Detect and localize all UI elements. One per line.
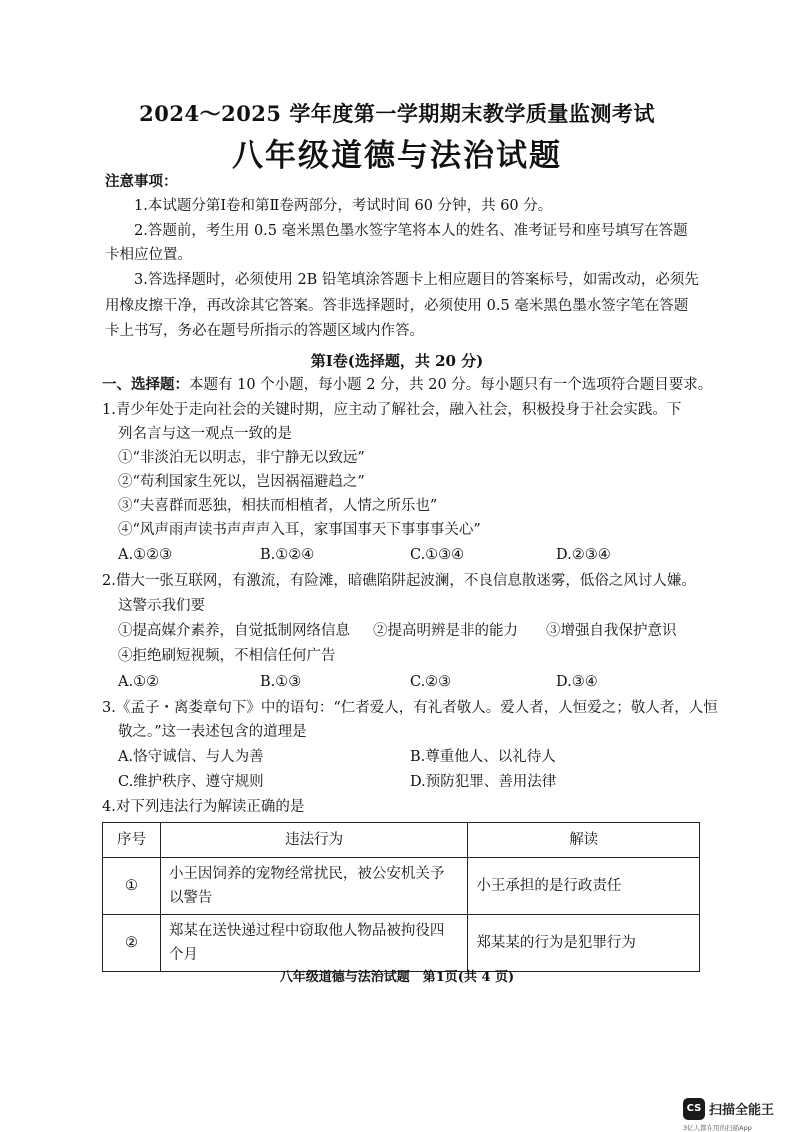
header-reading: 解读 [468,823,700,858]
q3-option-b: B.尊重他人、以礼待人 [410,749,556,765]
row-act-line2: 以警告 [168,890,213,906]
part-label: 一、选择题： [102,376,189,393]
q2-statement-1: ①提高媒介素养，自觉抵制网络信息 [118,623,350,639]
q1-statement-2: ②“苟利国家生死以，岂因祸福避趋之” [118,474,365,490]
row-number: ② [103,915,161,972]
q1-option-c: C.①③④ [410,547,465,563]
q3-option-a: A.恪守诚信、与人为善 [118,749,264,765]
q2-stem-line1: 2.借大一张互联网，有激流，有险滩，暗礁陷阱起波澜，不良信息散迷雾，低俗之风讨人嫌。 [102,573,696,589]
note-3-line1: 3.答选择题时，必须使用 2B 铅笔填涂答题卡上相应题目的答案标号，如需改动，必须先 [134,272,699,288]
section-title: 第Ⅰ卷(选择题，共 20 分) [310,352,484,370]
row-act-line1: 小王因饲养的宠物经常扰民，被公安机关予 [168,866,445,882]
watermark-name: 扫描全能王 [709,1103,775,1118]
camscanner-logo-icon: CS [683,1098,705,1120]
q1-statement-1: ①“非淡泊无以明志，非宁静无以致远” [118,450,365,466]
table-row [103,858,700,915]
part-text: 本题有 10 个小题，每小题 2 分，共 20 分。每小题只有一个选项符合题目要求。 [189,377,713,393]
notes-heading: 注意事项： [105,173,178,190]
row-reading: 小王承担的是行政责任 [468,858,700,915]
table-row [103,915,700,972]
note-2-line2: 卡相应位置。 [105,247,192,263]
q1-statement-3: ③“夫喜群而恶独，相扶而相植者，人情之所乐也” [118,498,438,514]
note-1: 1.本试题分第Ⅰ卷和第Ⅱ卷两部分，考试时间 60 分钟，共 60 分。 [134,198,553,214]
q4-stem: 4.对下列违法行为解读正确的是 [102,799,305,815]
q3-stem-line1: 3.《孟子・离娄章句下》中的语句：“仁者爱人，有礼者敬人。爱人者，人恒爱之；敬人者，人恒 [102,700,718,716]
q3-stem-line2: 敬之。”这一表述包含的道理是 [118,724,307,740]
header-act: 违法行为 [160,823,467,858]
row-act [160,915,467,972]
q2-statement-3: ③增强自我保护意识 [546,623,677,639]
q1-statement-4: ④“风声雨声读书声声声入耳，家事国事天下事事事关心” [118,522,481,538]
q3-option-d: D.预防犯罪、善用法律 [410,774,557,790]
note-3-line2: 用橡皮擦干净，再改涂其它答案。答非选择题时，必须使用 0.5 毫米黑色墨水签字笔在答题 [105,298,689,314]
q1-option-a: A.①②③ [118,547,173,563]
exam-title: 八年级道德与法治试题 [232,138,562,174]
page-footer: 八年级道德与法治试题 第1页(共 4 页) [279,970,515,985]
q2-stem-line2: 这警示我们要 [118,598,205,614]
q3-option-c: C.维护秩序、遵守规则 [118,774,264,790]
note-3-line3: 卡上书写，务必在题号所指示的答题区域内作答。 [105,323,424,339]
q1-option-b: B.①②④ [260,547,315,563]
row-number: ① [103,858,161,915]
watermark-tagline: 3亿人都在用的扫描App [683,1124,752,1132]
q4-table [102,822,700,972]
part-instructions [102,375,712,395]
row-act-line2: 个月 [168,947,198,963]
header-number: 序号 [103,823,161,858]
scanner-watermark [683,1098,793,1132]
table-header-row [103,823,700,858]
q2-statement-2: ②提高明辨是非的能力 [373,623,518,639]
row-act [160,858,467,915]
q1-stem-line2: 列名言与这一观点一致的是 [118,426,292,442]
row-act-line1: 郑某在送快递过程中窃取他人物品被拘役四 [168,923,445,939]
q1-option-d: D.②③④ [556,547,611,563]
exam-header: 2024～2025 学年度第一学期期末教学质量监测考试 [139,101,655,126]
q2-option-b: B.①③ [260,674,302,690]
q2-option-c: C.②③ [410,674,452,690]
q1-stem-line1: 1.青少年处于走向社会的关键时期，应主动了解社会，融入社会，积极投身于社会实践。下 [102,402,682,418]
q2-option-d: D.③④ [556,674,598,690]
row-reading: 郑某某的行为是犯罪行为 [468,915,700,972]
q2-statement-4: ④拒绝刷短视频，不相信任何广告 [118,648,336,664]
q2-option-a: A.①② [118,674,160,690]
note-2-line1: 2.答题前，考生用 0.5 毫米黑色墨水签字笔将本人的姓名、准考证号和座号填写在答题 [134,223,688,239]
